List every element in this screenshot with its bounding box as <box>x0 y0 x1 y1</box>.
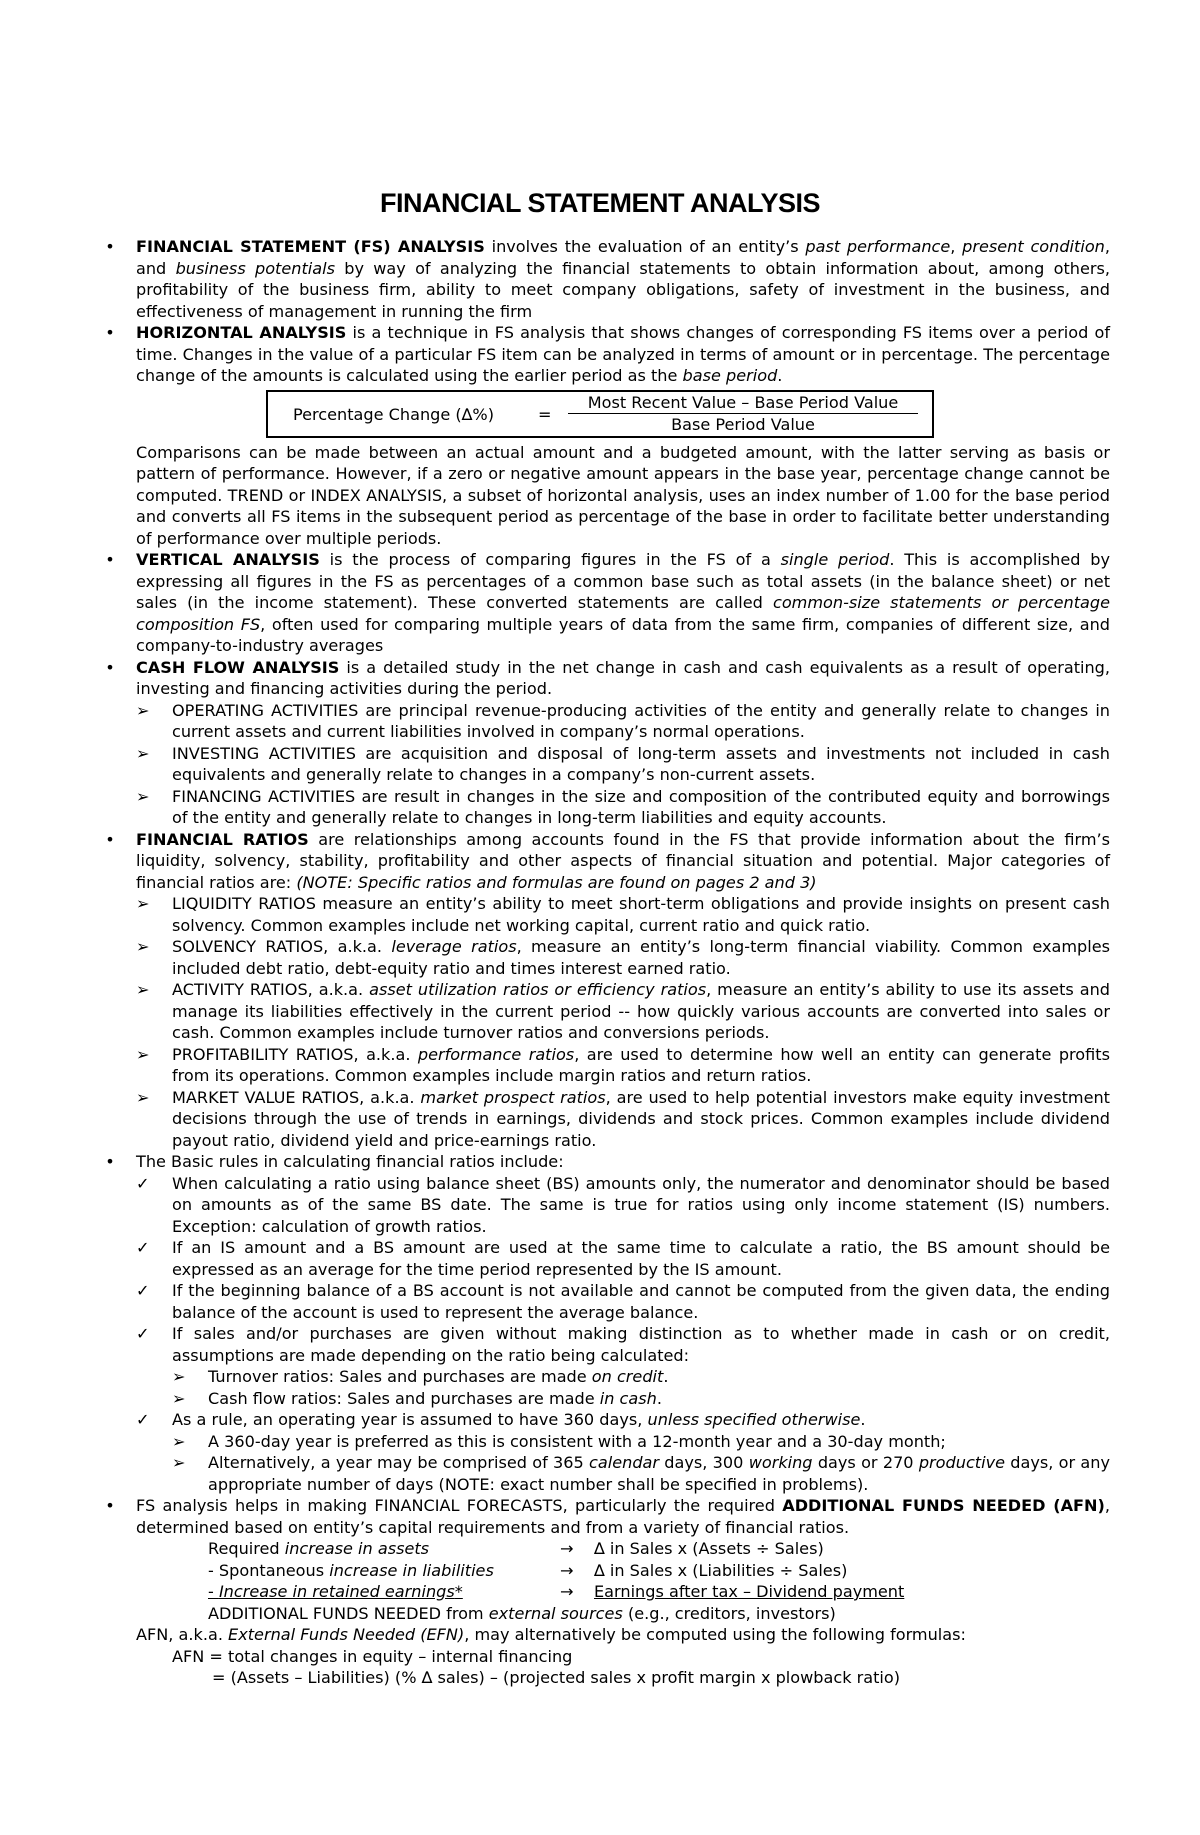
check-icon: ✓ <box>136 1410 150 1429</box>
text: Required <box>208 1539 285 1558</box>
text: - <box>208 1582 219 1601</box>
bullet-afn <box>100 1495 1110 1538</box>
text: base period <box>682 366 778 385</box>
text: . <box>663 1367 669 1386</box>
text: FINANCING ACTIVITIES are result in changes in the size and composition of the contributed equity and borrowings of the entity and generally relate to changes in long-term liabilities and equity accounts. <box>172 786 1110 827</box>
formula-numerator: Most Recent Value – Base Period Value <box>568 393 918 414</box>
percentage-change-formula-box <box>266 390 934 438</box>
text: As a rule, an operating year is assumed to have 360 days, <box>172 1410 648 1429</box>
afn-line-liabilities <box>136 1560 1110 1582</box>
paragraph-trend-analysis: Comparisons can be made between an actual amount and a budgeted amount, with the latter serving as basis or pattern of performance. However, if a zero or negative amount appears in the base year, percentage change cannot be computed. TREND or INDEX ANALYSIS, a subset of horizontal analysis, uses an index number of 1.00 for the base period and converts all FS items in the subsequent period as percentage of the base in order to facilitate better understanding of performance over multiple periods. <box>136 442 1110 548</box>
text: ACTIVITY RATIOS, a.k.a. <box>172 980 370 999</box>
rule-3 <box>136 1280 1110 1323</box>
text: involves the evaluation of an entity’s <box>484 237 806 256</box>
text: days, or any appropriate number of days (NOTE: exact number shall be specified in problems). <box>208 1453 1110 1494</box>
text: increase in assets <box>284 1539 430 1558</box>
formula-label: Percentage Change (∆%) <box>293 404 494 424</box>
term-financial-ratios: FINANCIAL RATIOS <box>136 829 309 849</box>
arrow-icon: ➢ <box>136 1044 150 1064</box>
bullet-icon: • <box>105 323 115 342</box>
arrow-icon: ➢ <box>136 786 150 806</box>
sub-solvency-ratios <box>136 936 1110 979</box>
text: , measure an entity’s long-term financial viability. Common examples included debt ratio, debt-equity ratio and times interest earned ratio. <box>172 937 1110 978</box>
rule-1 <box>136 1173 1110 1238</box>
bullet-horizontal-analysis <box>100 322 1110 387</box>
check-icon: ✓ <box>136 1238 150 1257</box>
text: , determined based on entity’s capital requirements and from a variety of financial ratios. <box>136 1496 1110 1537</box>
arrow-icon: ➢ <box>172 1367 186 1386</box>
text: External Funds Needed (EFN) <box>228 1625 465 1644</box>
sub-profitability-ratios <box>136 1044 1110 1087</box>
text: , are used to help potential investors make equity investment decisions through the use of trends in earnings, dividends and stock prices. Common examples include dividend payout ratio, dividend yield and price-earnings ratio. <box>172 1087 1110 1150</box>
text: days or 270 <box>812 1453 919 1472</box>
sub-activity-ratios <box>136 979 1110 1044</box>
text <box>208 1560 494 1582</box>
rule-5 <box>136 1409 1110 1431</box>
bullet-icon: • <box>105 829 115 849</box>
text: asset utilization ratios or efficiency ratios <box>369 980 707 999</box>
text: by way of analyzing the financial statements to obtain information about, among others, profitability of the business firm, ability to meet company obligations, safety of investment in the business, and effectiveness of management in running the firm <box>136 258 1110 321</box>
rule-5-360-day <box>172 1431 1110 1453</box>
text: INVESTING ACTIVITIES are acquisition and disposal of long-term assets and investments not included in cash equivalents and generally relate to changes in a company’s non-current assets. <box>172 743 1110 784</box>
afn-computation <box>100 1538 1110 1624</box>
sub-operating-activities <box>136 700 1110 743</box>
text: LIQUIDITY RATIOS measure an entity’s ability to meet short-term obligations and provide insights on present cash solvency. Common examples include net working capital, current ratio and quick ratio. <box>172 894 1110 935</box>
text: present condition <box>962 237 1105 256</box>
text: . This is accomplished by expressing all figures in the FS as percentages of a common base such as total assets (in the balance sheet) or net sales (in the income statement). These converted statements are called <box>136 550 1110 612</box>
text: productive <box>918 1453 1005 1472</box>
text: Increase in retained earnings <box>218 1582 455 1601</box>
text: PROFITABILITY RATIOS, a.k.a. <box>172 1044 418 1064</box>
term-vertical-analysis: VERTICAL ANALYSIS <box>136 550 320 569</box>
text: AFN, a.k.a. <box>136 1625 229 1644</box>
arrow-icon: ➢ <box>136 937 150 956</box>
afn-line-assets <box>136 1538 1110 1560</box>
bullet-icon: • <box>105 657 115 677</box>
text: external sources <box>488 1603 623 1623</box>
text: The Basic rules in calculating financial ratios include: <box>136 1152 564 1171</box>
text: . <box>656 1388 662 1408</box>
sub-liquidity-ratios <box>136 893 1110 936</box>
text: business potentials <box>175 258 335 278</box>
text: . <box>777 366 783 385</box>
text: are relationships among accounts found in the FS that provide information about the firm’s liquidity, solvency, stability, profitability and other aspects of financial situation and potential. Major categories of financial ratios are: <box>136 829 1110 892</box>
bullet-basic-rules <box>100 1151 1110 1173</box>
text: unless specified otherwise <box>647 1410 861 1429</box>
rule-4 <box>136 1323 1110 1366</box>
text: ADDITIONAL FUNDS NEEDED from <box>208 1603 489 1623</box>
check-icon: ✓ <box>136 1324 150 1343</box>
text: , and <box>136 237 1110 278</box>
text: When calculating a ratio using balance sheet (BS) amounts only, the numerator and denominator should be based on amounts as of the same BS date. The same is true for ratios using only income statement (IS) numbers. Exception: calculation of growth ratios. <box>172 1173 1110 1236</box>
check-icon: ✓ <box>136 1173 150 1193</box>
sub-market-value-ratios <box>136 1087 1110 1152</box>
bullet-icon: • <box>105 237 115 256</box>
bullet-fs-analysis <box>100 236 1110 322</box>
text: performance ratios <box>417 1044 575 1064</box>
rule-2 <box>136 1237 1110 1280</box>
text: is a detailed study in the net change in cash and cash equivalents as a result of operating, investing and financing activities during the period. <box>136 657 1111 698</box>
afn-line-retained-earnings <box>136 1581 1110 1603</box>
text: working <box>748 1453 813 1472</box>
text <box>208 1581 463 1603</box>
bullet-icon: • <box>105 550 115 569</box>
text: , often used for comparing multiple years of data from the same firm, companies of different size, and company-to-industry averages <box>136 614 1110 655</box>
right-arrow-icon: → <box>560 1539 574 1558</box>
text: leverage ratios <box>391 937 517 956</box>
text: calendar <box>589 1453 660 1472</box>
arrow-icon: ➢ <box>172 1453 186 1472</box>
text: , <box>950 237 963 256</box>
text <box>208 1538 429 1560</box>
bullet-financial-ratios <box>100 829 1110 894</box>
formula-fraction <box>568 393 918 435</box>
text: (e.g., creditors, investors) <box>622 1603 836 1623</box>
arrow-icon: ➢ <box>172 1388 186 1408</box>
right-arrow-icon: → <box>560 1582 574 1601</box>
formula-equals: = <box>538 404 552 424</box>
text: Cash flow ratios: Sales and purchases are made <box>208 1388 600 1408</box>
arrow-icon: ➢ <box>136 980 150 999</box>
text: days, 300 <box>659 1453 749 1472</box>
text: MARKET VALUE RATIOS, a.k.a. <box>172 1087 421 1107</box>
text: If an IS amount and a BS amount are used at the same time to calculate a ratio, the BS amount should be expressed as an average for the time period represented by the IS amount. <box>172 1238 1110 1279</box>
text: increase in liabilities <box>329 1560 494 1580</box>
text: FS analysis helps in making FINANCIAL FORECASTS, particularly the required <box>136 1496 783 1515</box>
text: If sales and/or purchases are given without making distinction as to whether made in cash or on credit, assumptions are made depending on the ratio being calculated: <box>172 1324 1110 1365</box>
bullet-icon: • <box>105 1496 115 1515</box>
text: If the beginning balance of a BS account is not available and cannot be computed from the given data, the ending balance of the account is used to represent the average balance. <box>172 1281 1110 1322</box>
afn-line-total <box>136 1603 1110 1625</box>
right-arrow-icon: → <box>560 1560 574 1580</box>
text: - Spontaneous <box>208 1560 330 1580</box>
term-fs-analysis: FINANCIAL STATEMENT (FS) ANALYSIS <box>136 237 485 256</box>
text: , measure an entity’s ability to use its assets and manage its liabilities effectively in the current period -- how quickly various accounts are converted into sales or cash. Common examples include turnover ratios and conversions periods. <box>172 980 1111 1042</box>
ratios-note: (NOTE: Specific ratios and formulas are found on pages 2 and 3) <box>296 872 817 892</box>
text: is the process of comparing figures in the FS of a <box>319 550 781 569</box>
arrow-icon: ➢ <box>136 1087 150 1107</box>
text: is a technique in FS analysis that shows changes of corresponding FS items over a period of time. Changes in the value of a particular FS item can be analyzed in terms of amount or in percentage. The percentage change of the amounts is calculated using the earlier period as the <box>136 323 1110 385</box>
text: ∆ in Sales x (Assets ÷ Sales) <box>594 1539 824 1558</box>
text <box>208 1603 836 1625</box>
text: single period <box>780 550 890 569</box>
term-horizontal-analysis: HORIZONTAL ANALYSIS <box>136 323 347 342</box>
rule-4-cash-flow <box>172 1388 1110 1410</box>
afn-formula-2: = (Assets – Liabilities) (% ∆ sales) – (projected sales x profit margin x plowback ratio) <box>212 1668 901 1687</box>
text: , are used to determine how well an entity can generate profits from its operations. Common examples include margin ratios and return ratios. <box>172 1044 1110 1085</box>
text: market prospect ratios <box>420 1087 606 1107</box>
bullet-vertical-analysis <box>100 549 1110 657</box>
text: on credit <box>591 1367 664 1386</box>
arrow-icon: ➢ <box>136 894 150 913</box>
sub-financing-activities <box>136 786 1110 829</box>
rule-5-alternative <box>172 1452 1110 1495</box>
formula-wrap <box>100 390 1110 438</box>
check-icon: ✓ <box>136 1281 150 1300</box>
text: * <box>454 1582 463 1601</box>
text: in cash <box>599 1388 657 1408</box>
text: SOLVENCY RATIOS, a.k.a. <box>172 937 392 956</box>
document-body <box>100 236 1110 1689</box>
text: , may alternatively be computed using the following formulas: <box>464 1625 966 1644</box>
text: Earnings after tax – Dividend payment <box>594 1582 905 1601</box>
sub-investing-activities <box>136 743 1110 786</box>
text: ∆ in Sales x (Liabilities ÷ Sales) <box>594 1560 848 1580</box>
formula-denominator: Base Period Value <box>671 414 815 434</box>
term-afn: ADDITIONAL FUNDS NEEDED (AFN) <box>782 1496 1105 1515</box>
page-title: FINANCIAL STATEMENT ANALYSIS <box>379 188 821 218</box>
afn-formula-1: AFN = total changes in equity – internal financing <box>172 1646 573 1666</box>
text: A 360-day year is preferred as this is consistent with a 12-month year and a 30-day month; <box>208 1431 946 1451</box>
bullet-icon: • <box>105 1152 115 1171</box>
arrow-icon: ➢ <box>136 743 150 763</box>
paragraph-efn <box>100 1624 1110 1646</box>
text: OPERATING ACTIVITIES are principal revenue-producing activities of the entity and generally relate to changes in current assets and current liabilities involved in company’s normal operations. <box>172 700 1110 741</box>
text: Turnover ratios: Sales and purchases are made <box>208 1367 592 1386</box>
bullet-cash-flow-analysis <box>100 657 1110 700</box>
text: common-size statements or percentage composition FS <box>136 593 1111 634</box>
text: Alternatively, a year may be comprised of 365 <box>208 1453 590 1472</box>
term-cash-flow-analysis: CASH FLOW ANALYSIS <box>136 657 340 677</box>
text: past performance <box>805 237 951 256</box>
arrow-icon: ➢ <box>172 1431 186 1451</box>
arrow-icon: ➢ <box>136 700 150 720</box>
text: . <box>860 1410 866 1429</box>
rule-4-turnover <box>172 1366 1110 1388</box>
